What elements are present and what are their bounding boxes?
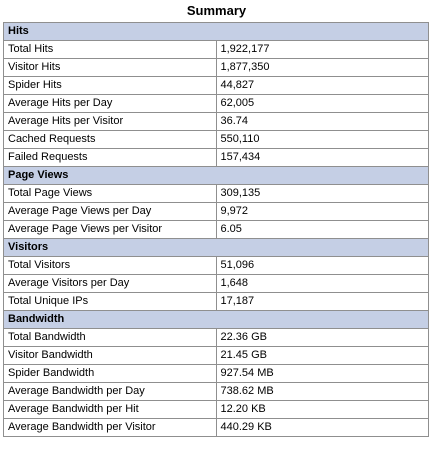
section-header-hits [4,23,429,41]
row-value: 62,005 [216,95,429,113]
table-row [4,149,429,167]
row-label: Total Hits [4,41,217,59]
table-row [4,257,429,275]
section-title: Bandwidth [4,311,429,329]
table-row [4,185,429,203]
row-label: Visitor Hits [4,59,217,77]
row-label: Spider Hits [4,77,217,95]
summary-table [3,22,429,437]
row-label: Average Visitors per Day [4,275,217,293]
row-label: Visitor Bandwidth [4,347,217,365]
table-row [4,383,429,401]
row-label: Average Page Views per Visitor [4,221,217,239]
row-label: Average Bandwidth per Visitor [4,419,217,437]
row-value: 927.54 MB [216,365,429,383]
table-row [4,365,429,383]
section-title: Visitors [4,239,429,257]
row-value: 1,877,350 [216,59,429,77]
section-title: Page Views [4,167,429,185]
row-value: 17,187 [216,293,429,311]
row-value: 9,972 [216,203,429,221]
row-label: Spider Bandwidth [4,365,217,383]
row-label: Total Page Views [4,185,217,203]
page-title: Summary [186,3,247,18]
row-label: Failed Requests [4,149,217,167]
row-value: 309,135 [216,185,429,203]
row-value: 12.20 KB [216,401,429,419]
table-row [4,95,429,113]
row-label: Average Page Views per Day [4,203,217,221]
section-header-bandwidth [4,311,429,329]
row-value: 550,110 [216,131,429,149]
row-value: 36.74 [216,113,429,131]
section-header-page-views [4,167,429,185]
table-row [4,419,429,437]
row-label: Average Bandwidth per Day [4,383,217,401]
row-value: 440.29 KB [216,419,429,437]
table-row [4,59,429,77]
table-row [4,293,429,311]
row-value: 22.36 GB [216,329,429,347]
row-label: Cached Requests [4,131,217,149]
summary-table-body [4,23,429,437]
row-label: Average Hits per Day [4,95,217,113]
table-row [4,275,429,293]
row-value: 51,096 [216,257,429,275]
row-label: Average Bandwidth per Hit [4,401,217,419]
row-value: 738.62 MB [216,383,429,401]
table-row [4,131,429,149]
row-label: Total Visitors [4,257,217,275]
row-value: 1,648 [216,275,429,293]
section-title: Hits [4,23,429,41]
row-value: 6.05 [216,221,429,239]
table-row [4,329,429,347]
row-value: 157,434 [216,149,429,167]
row-label: Total Unique IPs [4,293,217,311]
table-row [4,221,429,239]
row-label: Total Bandwidth [4,329,217,347]
row-value: 21.45 GB [216,347,429,365]
table-row [4,77,429,95]
section-header-visitors [4,239,429,257]
table-row [4,41,429,59]
row-value: 44,827 [216,77,429,95]
row-value: 1,922,177 [216,41,429,59]
table-row [4,401,429,419]
table-row [4,203,429,221]
table-row [4,347,429,365]
row-label: Average Hits per Visitor [4,113,217,131]
table-row [4,113,429,131]
